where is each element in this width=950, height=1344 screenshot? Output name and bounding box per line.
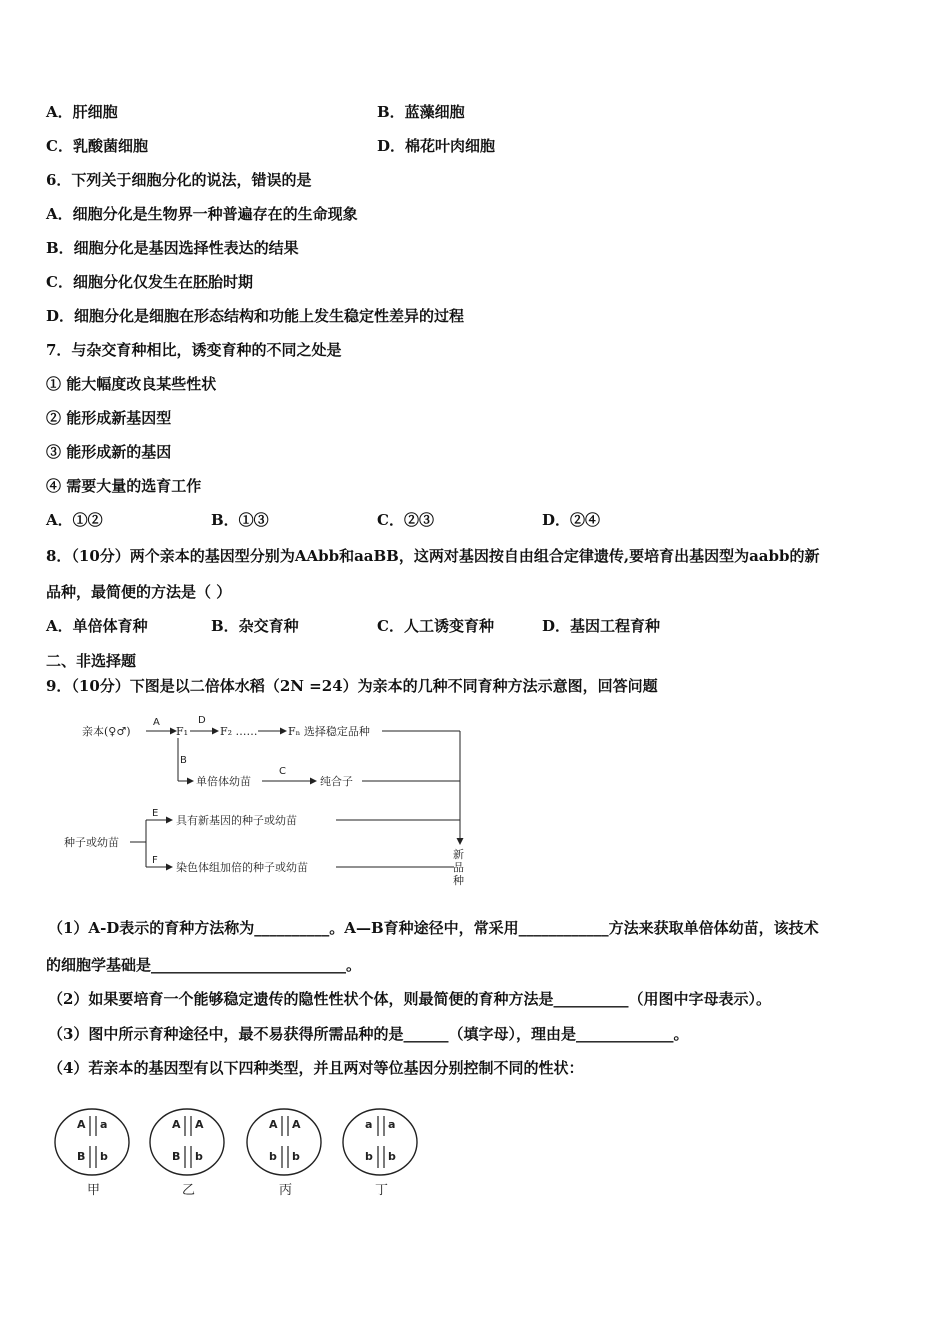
cell-yi-bl: B bbox=[172, 1150, 181, 1163]
q9-part3: （3）图中所示育种途径中，最不易获得所需品种的是______（填字母），理由是_____________。 bbox=[48, 1025, 689, 1043]
q8-option-a: A．单倍体育种 bbox=[46, 617, 148, 635]
q8-option-d: D．基因工程育种 bbox=[542, 617, 661, 635]
cell-ding-caption: 丁 bbox=[375, 1183, 389, 1198]
diagram-f2: F₂ …… bbox=[220, 725, 258, 738]
cell-ding-br: b bbox=[388, 1150, 396, 1163]
cell-jia-bl: B bbox=[77, 1150, 86, 1163]
q9-part1-line2: 的细胞学基础是__________________________。 bbox=[46, 956, 362, 974]
cell-ding-tr: a bbox=[388, 1118, 396, 1131]
diagram-label-a: A bbox=[153, 717, 160, 728]
diagram-label-b: B bbox=[180, 755, 187, 766]
q9-part4: （4）若亲本的基因型有以下四种类型，并且两对等位基因分别控制不同的性状： bbox=[48, 1059, 584, 1077]
diagram-label-d: D bbox=[198, 715, 206, 726]
q5-option-c: C．乳酸菌细胞 bbox=[46, 137, 148, 155]
q6-stem: 6．下列关于细胞分化的说法，错误的是 bbox=[46, 171, 312, 189]
cell-jia-tl: A bbox=[77, 1118, 86, 1131]
section-heading: 二、非选择题 bbox=[46, 652, 137, 670]
q9-stem: 9．（10分）下图是以二倍体水稻（2N =24）为亲本的几种不同育种方法示意图，回答问题 bbox=[46, 677, 658, 695]
cell-jia-br: b bbox=[100, 1150, 108, 1163]
q5-option-b: B．蓝藻细胞 bbox=[377, 103, 465, 121]
q7-option-a: A．①② bbox=[46, 511, 103, 529]
diagram-label-e: E bbox=[152, 808, 159, 819]
cell-ding bbox=[343, 1109, 417, 1198]
cell-jia-tr: a bbox=[100, 1118, 108, 1131]
cell-bing bbox=[247, 1109, 321, 1198]
diagram-label-f: F bbox=[152, 855, 158, 866]
breeding-diagram bbox=[60, 708, 480, 888]
diagram-seed: 种子或幼苗 bbox=[64, 836, 119, 849]
cell-jia bbox=[55, 1109, 129, 1198]
diagram-label-c: C bbox=[279, 766, 286, 777]
cell-yi-tl: A bbox=[172, 1118, 181, 1131]
q8-stem-line2: 品种，最简便的方法是（ ） bbox=[46, 583, 232, 601]
cell-jia-caption: 甲 bbox=[87, 1183, 101, 1198]
q8-option-b: B．杂交育种 bbox=[211, 617, 299, 635]
q7-option-c: C．②③ bbox=[377, 511, 434, 529]
q7-statement-4: ④ 需要大量的选育工作 bbox=[46, 477, 202, 495]
q9-part1-line1: （1）A-D表示的育种方法称为__________。A—B育种途径中，常采用____________方法来获取单倍体幼苗，该技术 bbox=[48, 919, 819, 937]
diagram-newvar-2: 品 bbox=[453, 861, 464, 874]
diagram-pure: 纯合子 bbox=[320, 775, 353, 788]
cell-yi-tr: A bbox=[195, 1118, 204, 1131]
cell-yi bbox=[150, 1109, 224, 1198]
genotype-cells-figure bbox=[50, 1098, 430, 1203]
cell-ding-bl: b bbox=[365, 1150, 373, 1163]
diagram-newvar-1: 新 bbox=[453, 848, 464, 861]
cell-bing-tl: A bbox=[269, 1118, 278, 1131]
q7-statement-3: ③ 能形成新的基因 bbox=[46, 443, 172, 461]
q8-stem-line1: 8．（10分）两个亲本的基因型分别为AAbb和aaBB，这两对基因按自由组合定律遗传,要培育出基因型为aabb的新 bbox=[46, 547, 820, 565]
q7-statement-2: ② 能形成新基因型 bbox=[46, 409, 172, 427]
q5-option-d: D．棉花叶肉细胞 bbox=[377, 137, 496, 155]
diagram-newvar-3: 种 bbox=[453, 874, 464, 887]
q8-option-c: C．人工诱变育种 bbox=[377, 617, 494, 635]
cell-yi-br: b bbox=[195, 1150, 203, 1163]
q7-statement-1: ① 能大幅度改良某些性状 bbox=[46, 375, 217, 393]
cell-ding-tl: a bbox=[365, 1118, 373, 1131]
cell-bing-bl: b bbox=[269, 1150, 277, 1163]
cell-bing-br: b bbox=[292, 1150, 300, 1163]
q6-option-c: C．细胞分化仅发生在胚胎时期 bbox=[46, 273, 253, 291]
diagram-newgene: 具有新基因的种子或幼苗 bbox=[176, 814, 297, 827]
cell-yi-caption: 乙 bbox=[182, 1183, 196, 1198]
q7-option-b: B．①③ bbox=[211, 511, 269, 529]
diagram-f1: F₁ bbox=[176, 725, 189, 738]
q6-option-d: D．细胞分化是细胞在形态结构和功能上发生稳定性差异的过程 bbox=[46, 307, 465, 325]
q5-option-a: A．肝细胞 bbox=[46, 103, 118, 121]
q7-option-d: D．②④ bbox=[542, 511, 601, 529]
cell-bing-tr: A bbox=[292, 1118, 301, 1131]
q6-option-b: B．细胞分化是基因选择性表达的结果 bbox=[46, 239, 299, 257]
q9-part2: （2）如果要培育一个能够稳定遗传的隐性性状个体，则最简便的育种方法是__________（用图中字母表示）。 bbox=[48, 990, 771, 1008]
q7-stem: 7．与杂交育种相比，诱变育种的不同之处是 bbox=[46, 341, 342, 359]
diagram-haploid: 单倍体幼苗 bbox=[196, 775, 251, 788]
diagram-doubled: 染色体组加倍的种子或幼苗 bbox=[176, 861, 308, 874]
q6-option-a: A．细胞分化是生物界一种普遍存在的生命现象 bbox=[46, 205, 358, 223]
diagram-fn: Fₙ 选择稳定品种 bbox=[288, 725, 370, 738]
cell-bing-caption: 丙 bbox=[279, 1183, 293, 1198]
diagram-parent: 亲本(♀♂) bbox=[82, 725, 131, 738]
